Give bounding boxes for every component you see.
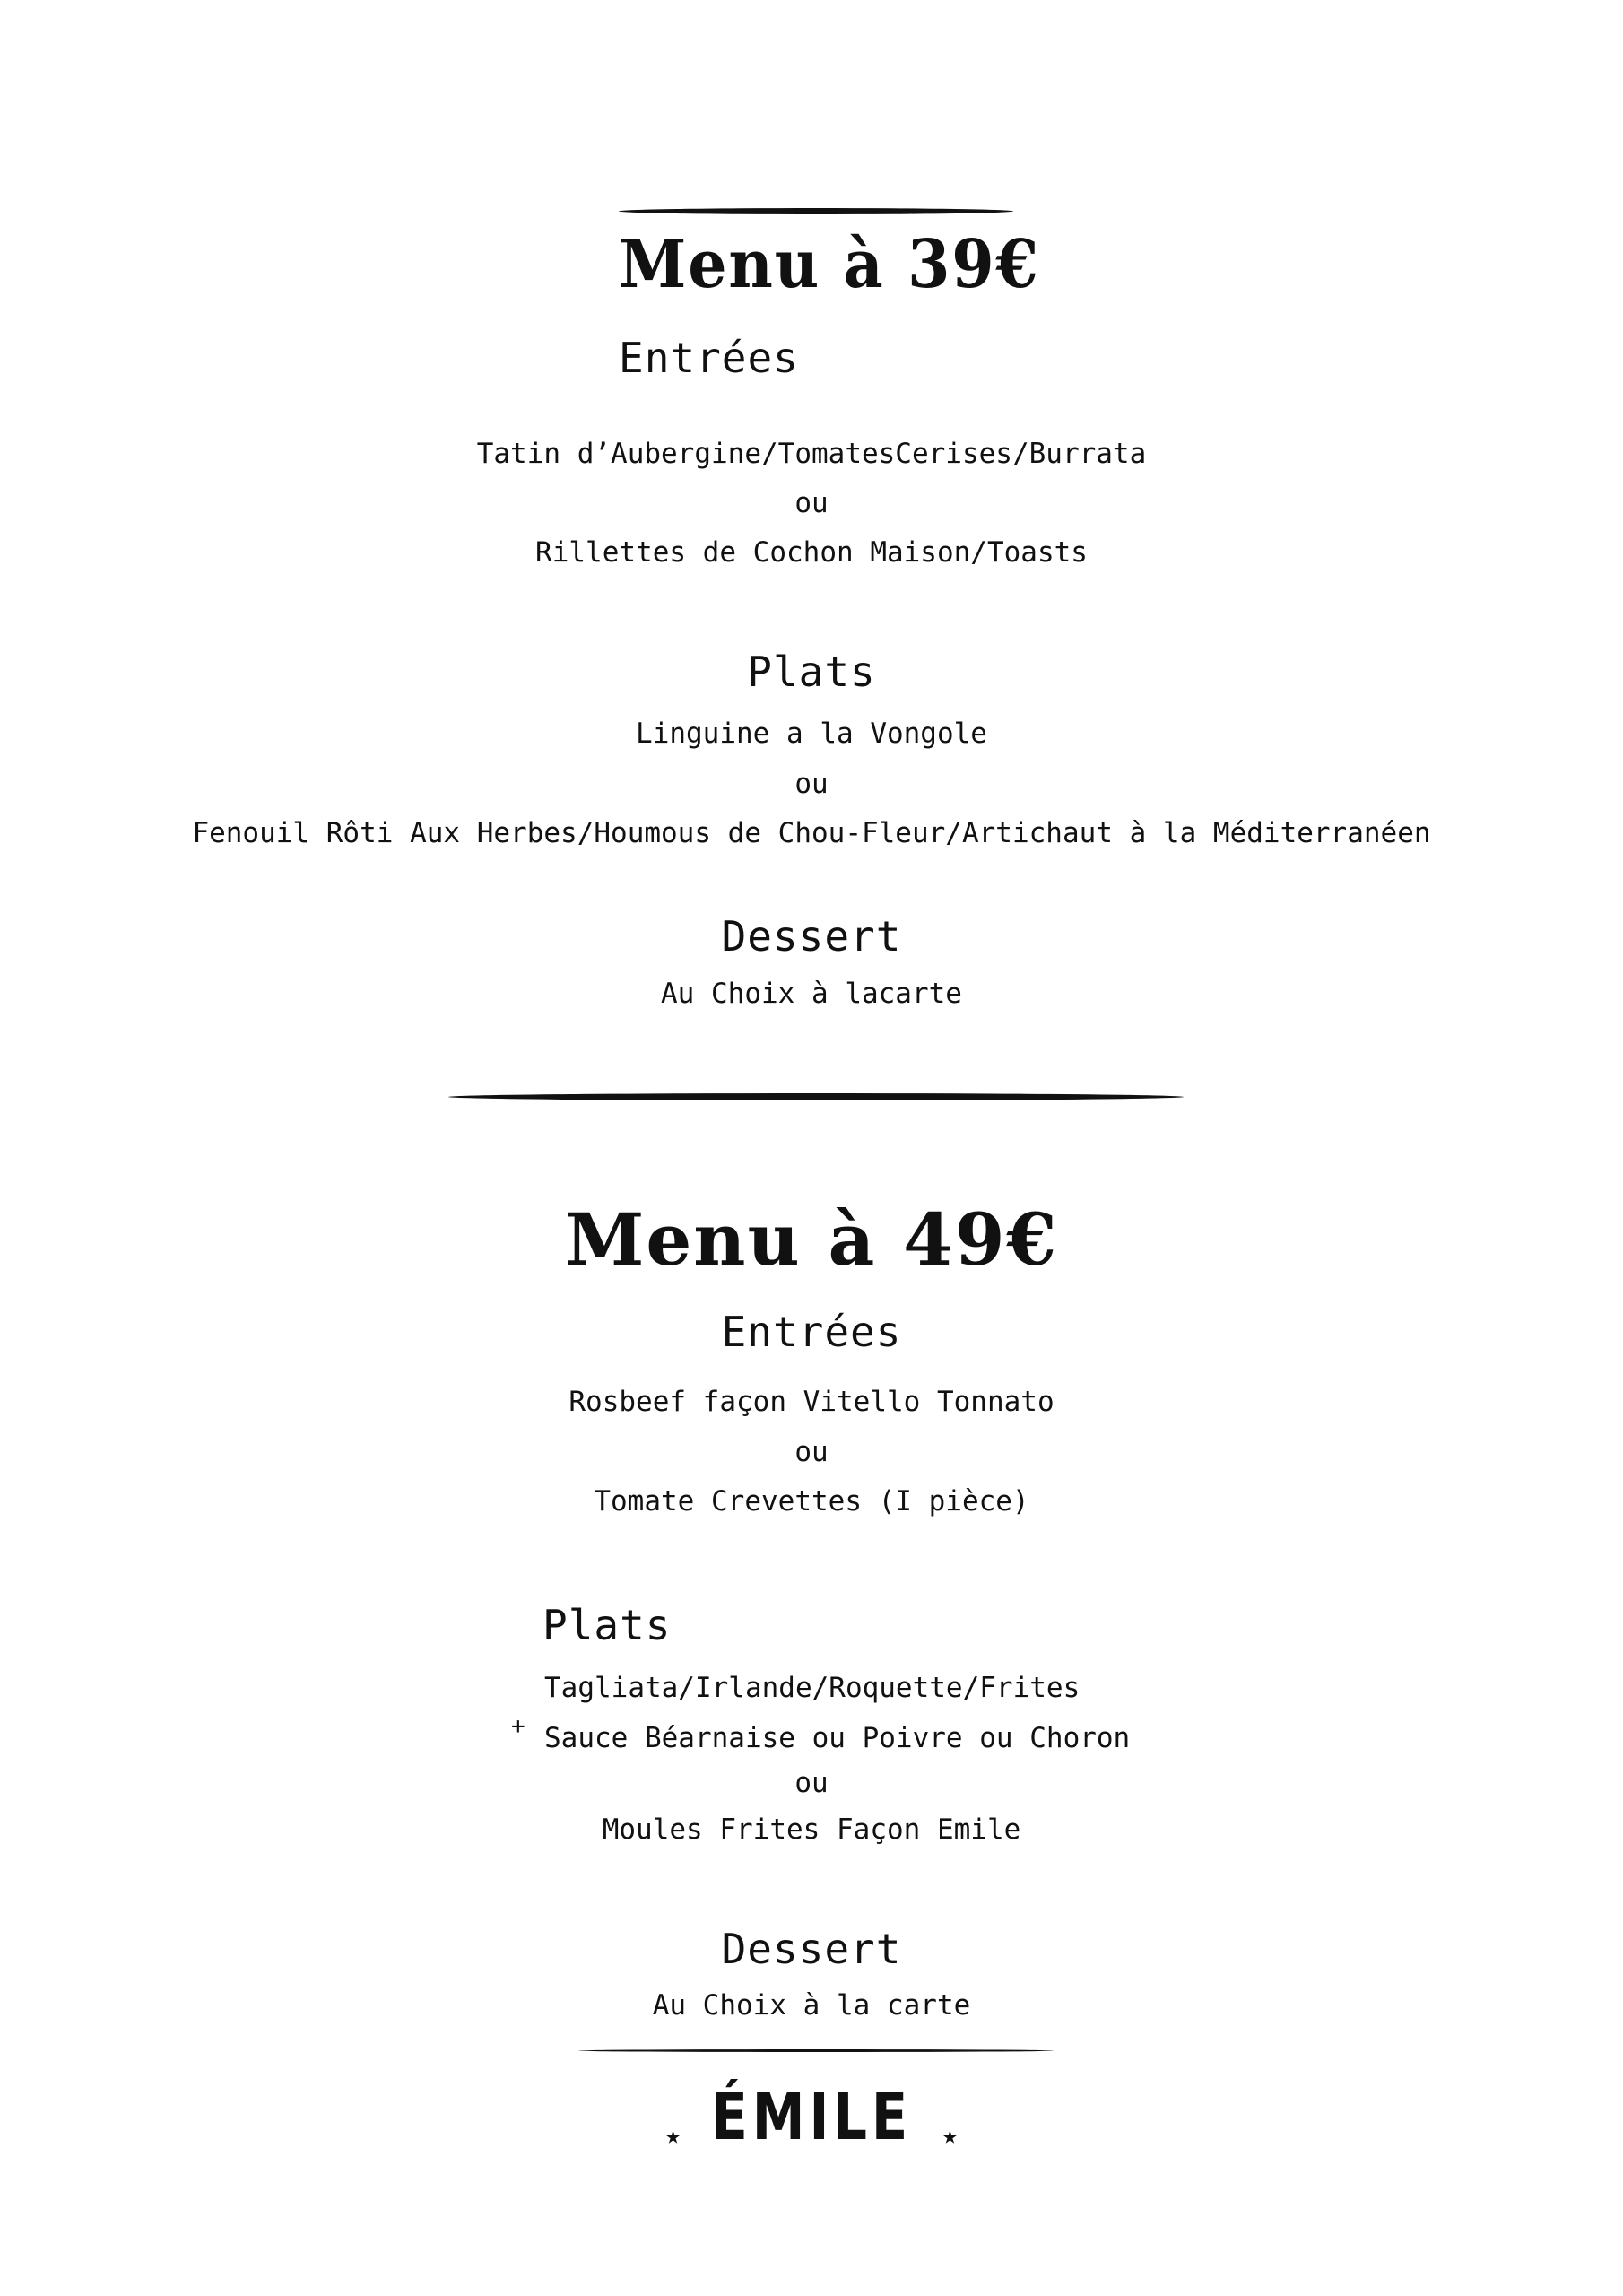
menu-39-dessert-1: Au Choix à lacarte — [661, 978, 962, 1010]
menu-49-plats-title: Plats — [542, 1601, 672, 1649]
menu-39-title: Menu à 39€ — [619, 226, 1040, 303]
menu-49-plat-1: Tagliata/Irlande/Roquette/Frites — [544, 1672, 1081, 1704]
menu-49-entrees-title: Entrées — [721, 1308, 902, 1356]
menu-49-entree-or: ou — [794, 1436, 829, 1468]
star-right-icon: ★ — [942, 2120, 958, 2150]
menu-39-dessert-title: Dessert — [721, 912, 902, 961]
menu-49-plat-plus: + — [511, 1713, 525, 1740]
middle-rule — [448, 1093, 1184, 1100]
menu-49-plat-or: ou — [794, 1767, 829, 1799]
emile-logo — [0, 2079, 1623, 2154]
menu-39-plat-2: Fenouil Rôti Aux Herbes/Houmous de Chou-Fleur/Artichaut à la Méditerranéen — [192, 817, 1431, 849]
star-left-icon: ★ — [665, 2120, 681, 2150]
menu-39-plat-or: ou — [794, 768, 829, 800]
menu-39-entree-or: ou — [794, 487, 829, 519]
bottom-rule — [578, 2049, 1054, 2052]
menu-39-entree-2: Rillettes de Cochon Maison/Toasts — [535, 536, 1088, 569]
menu-49-entree-1: Rosbeef façon Vitello Tonnato — [568, 1386, 1055, 1418]
menu-39-plats-title: Plats — [747, 648, 876, 696]
menu-49-dessert-title: Dessert — [721, 1925, 902, 1973]
menu-39-entrees-title: Entrées — [619, 334, 799, 382]
menu-49-title: Menu à 49€ — [564, 1197, 1059, 1282]
menu-39-plat-1: Linguine a la Vongole — [636, 718, 987, 750]
menu-49-plat-1-sauce: Sauce Béarnaise ou Poivre ou Choron — [544, 1722, 1131, 1754]
logo-text: ÉMILE — [711, 2079, 912, 2154]
menu-49-entree-2: Tomate Crevettes (I pièce) — [594, 1485, 1029, 1518]
menu-49-plat-2: Moules Frites Façon Emile — [602, 1813, 1021, 1846]
menu-39-entree-1: Tatin d’Aubergine/TomatesCerises/Burrata — [476, 438, 1147, 470]
menu-49-dessert-1: Au Choix à la carte — [652, 1989, 971, 2022]
top-rule — [619, 208, 1013, 214]
